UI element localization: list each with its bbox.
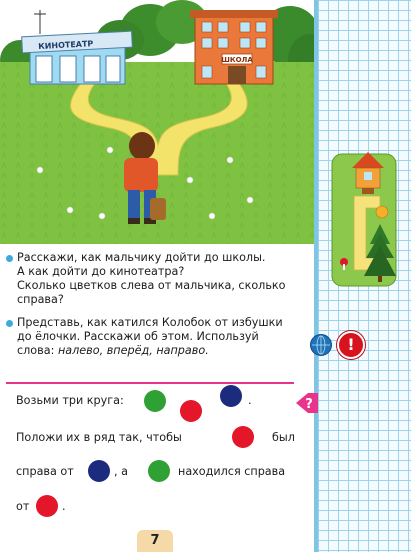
red-circle-1 bbox=[180, 400, 202, 422]
map-illustration bbox=[0, 0, 318, 244]
task-line-3b: , а bbox=[114, 465, 128, 478]
bullet-2 bbox=[6, 320, 13, 327]
question-1-line-3: Сколько цветков слева от мальчика, сколько bbox=[17, 279, 286, 292]
globe-icon bbox=[310, 334, 332, 356]
red-circle-2 bbox=[232, 426, 254, 448]
cinema-sign: КИНОТЕАТР bbox=[37, 39, 94, 52]
globe-lines bbox=[311, 335, 331, 355]
question-2-direction-words: налево, вперёд, направо. bbox=[57, 344, 209, 357]
task-line-3a: справа от bbox=[16, 465, 74, 478]
question-mark-text: ? bbox=[305, 397, 313, 412]
question-2-line-2: до ёлочки. Расскажи об этом. Используй bbox=[17, 330, 259, 343]
task-line-4a: от bbox=[16, 500, 30, 513]
navy-circle-1 bbox=[220, 385, 242, 407]
kolobok-map-svg bbox=[318, 0, 411, 552]
question-mark-icon bbox=[296, 393, 318, 413]
question-2-words-prefix: слова: bbox=[17, 344, 55, 357]
navy-circle-2 bbox=[88, 460, 110, 482]
grid-margin bbox=[318, 0, 411, 552]
task-line-1-end: . bbox=[248, 394, 252, 407]
task-line-2a: Положи их в ряд так, чтобы bbox=[16, 431, 182, 444]
school-building bbox=[190, 10, 278, 84]
question-1-line-1: Расскажи, как мальчику дойти до школы. bbox=[17, 251, 266, 264]
question-1-line-4: справа? bbox=[17, 293, 64, 306]
task-line-3c: находился справа bbox=[178, 465, 286, 478]
warning-icon: ! bbox=[337, 331, 365, 359]
illustration-svg bbox=[0, 0, 318, 244]
bullet-1 bbox=[6, 255, 13, 262]
task-line-4-end: . bbox=[62, 500, 66, 513]
question-2-line-1: Представь, как катился Колобок от избушки bbox=[17, 316, 283, 329]
kolobok-icon bbox=[376, 206, 388, 218]
section-divider bbox=[6, 382, 294, 384]
school-sign: ШКОЛА bbox=[221, 56, 253, 64]
question-1-line-2: А как дойти до кинотеатра? bbox=[17, 265, 185, 278]
question-2-line-3 bbox=[17, 344, 209, 358]
red-circle-3 bbox=[36, 495, 58, 517]
green-circle-1 bbox=[144, 390, 166, 412]
page-number: 7 bbox=[150, 533, 160, 548]
task-line-1: Возьми три круга: bbox=[16, 394, 124, 407]
task-line-2b: был bbox=[272, 431, 295, 444]
green-circle-2 bbox=[148, 460, 170, 482]
